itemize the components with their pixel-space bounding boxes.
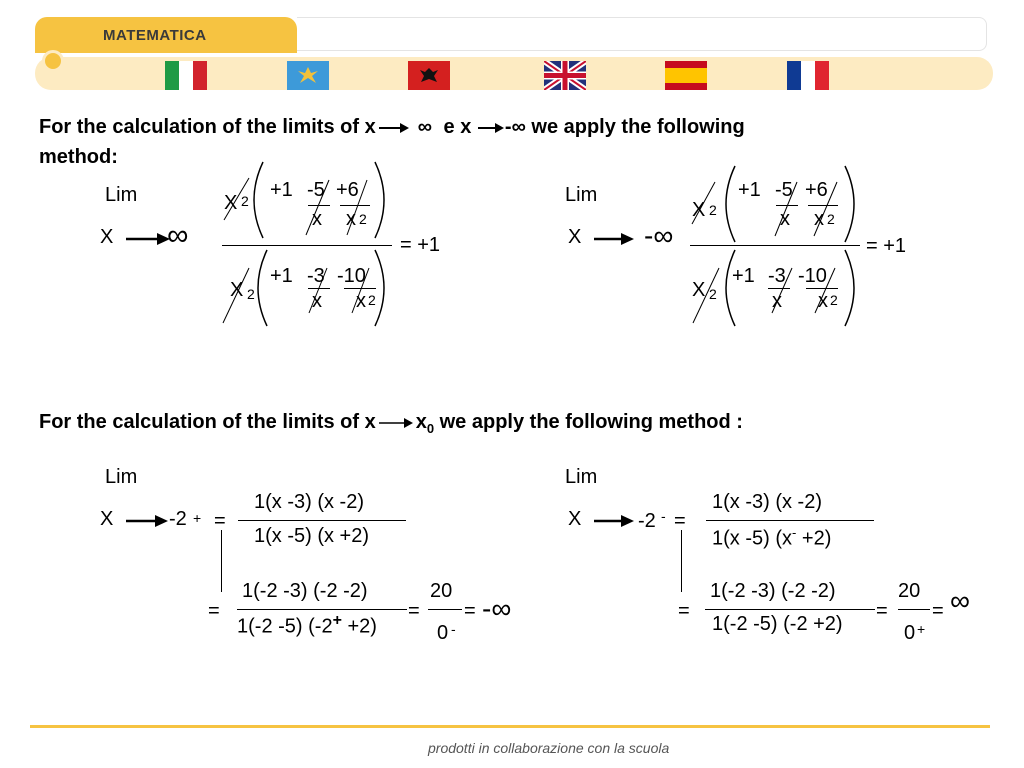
main-fraction-line: [690, 245, 860, 246]
neg-infinity-symbol: -∞: [504, 116, 526, 138]
result: ∞: [950, 585, 970, 616]
denominator: 0: [904, 622, 916, 644]
denominator: [712, 525, 831, 551]
intro-line2: method:: [39, 146, 118, 168]
term: +6: [805, 179, 828, 201]
side-sign: +: [917, 621, 926, 637]
term: -3: [768, 265, 786, 287]
term: +1: [732, 265, 755, 287]
equals: =: [214, 510, 226, 532]
side-sign: -: [451, 621, 456, 637]
france-flag-icon[interactable]: [787, 61, 829, 90]
exponent: 2: [241, 193, 249, 209]
app-title: MATEMATICA: [103, 27, 207, 44]
term: +1: [738, 179, 761, 201]
header-dot-icon: [42, 50, 64, 72]
exponent: 2: [359, 211, 367, 227]
lim-var: X: [100, 226, 114, 248]
section1-intro: [39, 113, 745, 142]
x-factor: X: [230, 279, 244, 301]
fraction-line: [344, 288, 376, 289]
exponent: 2: [709, 286, 717, 302]
header-outline: [297, 17, 987, 51]
term: -3: [307, 265, 325, 287]
denominator: 1(-2 -5) (-2 +2): [712, 613, 843, 635]
numerator: 1(x -3) (x -2): [712, 491, 822, 513]
main-fraction-line: [222, 245, 392, 246]
intro-text: For the calculation of the limits of x: [39, 116, 376, 138]
den-part: +2): [801, 527, 832, 550]
denominator: 1(x -5) (x +2): [254, 525, 370, 547]
result: -∞: [482, 593, 512, 624]
den-part: +2): [347, 615, 377, 638]
term: -5: [307, 179, 325, 201]
denominator: 0: [437, 622, 449, 644]
vertical-bar: [681, 530, 682, 592]
den-part: 1(x -5) (x: [712, 527, 792, 550]
numerator-parentheses: [687, 164, 877, 244]
intro-text-end: we apply the following: [531, 116, 745, 138]
italy-flag-icon[interactable]: [165, 61, 207, 90]
fraction-line: [706, 520, 874, 521]
x-factor: X: [224, 192, 238, 214]
x0-symbol: x: [415, 411, 427, 433]
exponent: 2: [827, 211, 835, 227]
limit-target: -2: [638, 510, 656, 532]
result: = +1: [866, 235, 907, 257]
fraction-line: [238, 520, 406, 521]
side-sign: -: [792, 525, 797, 540]
term-denominator: x: [780, 208, 790, 230]
x-factor: X: [692, 279, 706, 301]
term: +6: [336, 179, 359, 201]
limit-target: -2: [169, 508, 187, 530]
equals: =: [678, 600, 690, 622]
term-denominator: x: [814, 208, 824, 230]
footer-text: prodotti in collaborazione con la scuola: [428, 740, 670, 756]
lim-var: X: [100, 508, 114, 530]
equals: =: [208, 600, 220, 622]
term: -10: [337, 265, 366, 287]
equals: =: [876, 600, 888, 622]
arrow-icon: [125, 513, 169, 529]
equals: =: [408, 600, 420, 622]
fraction-line: [898, 609, 930, 610]
x-factor: X: [692, 199, 706, 221]
fraction-line: [237, 609, 407, 610]
exponent: 2: [709, 202, 717, 218]
section2-intro: [39, 408, 743, 443]
arrow-icon: [378, 122, 410, 134]
term: -10: [798, 265, 827, 287]
equals: =: [674, 510, 686, 532]
fraction-line: [308, 205, 330, 206]
vertical-bar: [221, 530, 222, 592]
numerator: 1(-2 -3) (-2 -2): [242, 580, 368, 602]
equals: =: [932, 600, 944, 622]
fraction-line: [340, 205, 370, 206]
neg-infinity-symbol: -∞: [644, 220, 674, 251]
equals: =: [464, 600, 476, 622]
exponent: 2: [830, 292, 838, 308]
lim-var: X: [568, 226, 582, 248]
lim-var: X: [568, 508, 582, 530]
term: +1: [270, 265, 293, 287]
arrow-icon: [593, 513, 635, 529]
footer-divider: [30, 725, 990, 728]
result: = +1: [400, 234, 441, 256]
intro-text-end: we apply the following method :: [439, 411, 743, 433]
side-sign: +: [332, 612, 342, 629]
infinity-symbol: ∞: [417, 116, 432, 138]
albania-flag-icon[interactable]: [408, 61, 450, 90]
lim-label: Lim: [565, 466, 598, 488]
side-sign: +: [193, 510, 202, 526]
term-denominator: x: [772, 290, 782, 312]
term-denominator: x: [818, 290, 828, 312]
arrow-icon: [593, 231, 635, 247]
lim-label: Lim: [105, 184, 138, 206]
infinity-symbol: ∞: [167, 219, 189, 252]
term-denominator: x: [346, 208, 356, 230]
term: +1: [270, 179, 293, 201]
fraction-line: [428, 609, 462, 610]
fraction-line: [776, 205, 798, 206]
intro-text: For the calculation of the limits of x: [39, 411, 376, 433]
subscript: 0: [426, 421, 435, 436]
numerator: 1(-2 -3) (-2 -2): [710, 580, 836, 602]
fraction-line: [308, 288, 330, 289]
fraction-line: [705, 609, 875, 610]
uk-flag-icon[interactable]: [544, 61, 586, 90]
term-denominator: x: [312, 290, 322, 312]
spain-flag-icon[interactable]: [665, 61, 707, 90]
numerator: 20: [430, 580, 453, 602]
term-denominator: x: [356, 290, 366, 312]
numerator: 1(x -3) (x -2): [254, 491, 364, 513]
side-sign: -: [661, 508, 666, 524]
intro-text-mid: e x: [443, 116, 472, 138]
den-part: 1(-2 -5) (-2: [237, 615, 333, 638]
numerator: 20: [898, 580, 921, 602]
sicily-flag-icon[interactable]: [287, 61, 329, 90]
term-denominator: x: [312, 208, 322, 230]
arrow-icon: [125, 231, 171, 247]
fraction-line: [768, 288, 790, 289]
lim-label: Lim: [105, 466, 138, 488]
arrow-icon: [378, 417, 414, 429]
fraction-line: [808, 205, 838, 206]
exponent: 2: [247, 286, 255, 302]
arrow-icon: [477, 122, 505, 134]
exponent: 2: [368, 292, 376, 308]
lim-label: Lim: [565, 184, 598, 206]
denominator: [237, 612, 377, 639]
term: -5: [775, 179, 793, 201]
fraction-line: [806, 288, 838, 289]
